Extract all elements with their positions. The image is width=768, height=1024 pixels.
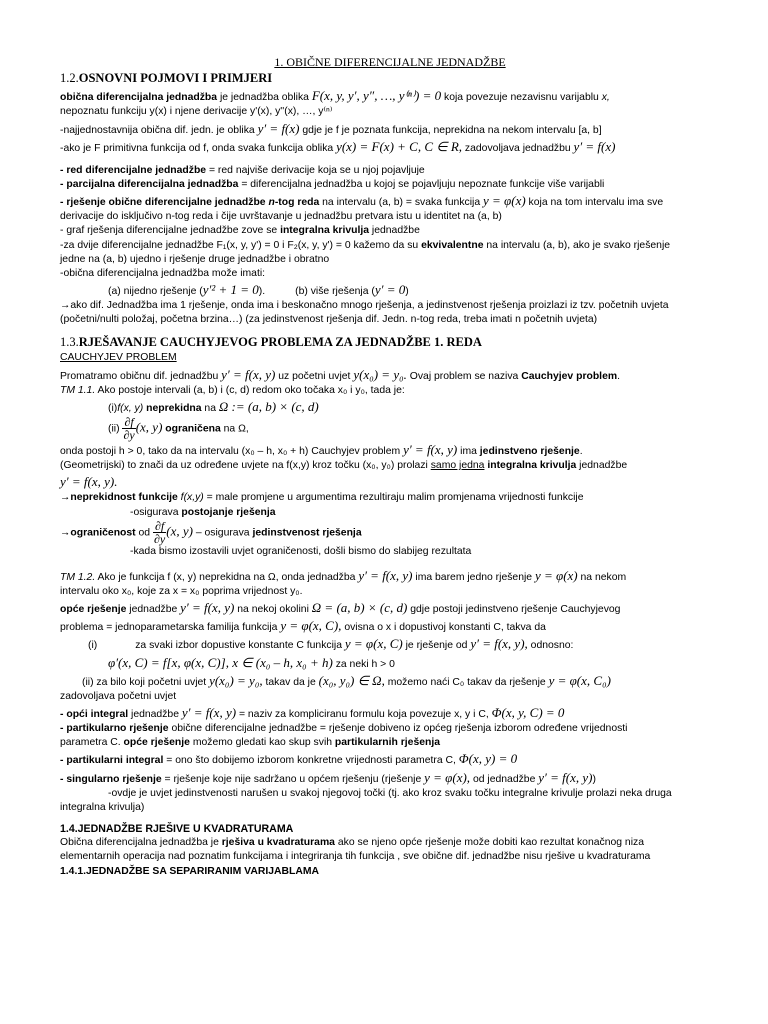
text: jednadžbe <box>128 708 182 720</box>
subsection-title: 1.4.1.JEDNADŽBE SA SEPARIRANIM VARIJABLAMA <box>60 865 320 877</box>
text: = naziv za kompliciranu formulu koja povezuje x, y i C, <box>236 708 492 720</box>
section-number: 1.2. <box>60 71 79 86</box>
text: onda postoji h > 0, tako da na intervalu (x₀ – h, x₀ + h) Cauchyjev problem <box>60 445 404 457</box>
paragraph <box>60 599 720 617</box>
term: ograničena <box>162 423 221 435</box>
paragraph <box>60 178 720 192</box>
paragraph <box>60 138 720 156</box>
term: Cauchyjev problem <box>521 370 618 382</box>
text: = male promjene u argumentima rezultiraju malim promjenama vrijednosti funkcije <box>203 492 584 504</box>
formula: y = φ(x) <box>534 567 578 583</box>
formula: F(x, y, y′, y″, …, y⁽ⁿ⁾) = 0 <box>311 88 442 104</box>
text: Promatramo običnu dif. jednadžbu <box>60 370 222 382</box>
text: na Ω, <box>220 423 249 435</box>
fraction-numerator: ∂f <box>154 518 165 533</box>
paragraph: (početni/nulti položaj, početna brzina…) (za jedinstvenost rješenja dif. Jedn. n-tog reda, treba imati n početnih uvjeta) <box>60 314 598 326</box>
paragraph <box>60 459 720 473</box>
text: -najjednostavnija obična dif. jedn. je oblika <box>60 124 258 136</box>
paragraph: -ovdje je uvjet jedinstvenosti narušen u svakoj njegovoj točki (tj. ako kroz svaku točku integralne krivulje prolazi neka druga <box>108 787 672 799</box>
text: na <box>201 402 219 414</box>
text: . <box>579 445 583 457</box>
term: →neprekidnost funkcije <box>60 492 178 504</box>
text: - graf rješenja diferencijalne jednadžbe zove se <box>60 225 281 237</box>
term: partikularnih rješenja <box>334 737 441 749</box>
text: ako se njeno opće rješenje može dobiti kao rezultat konačnog niza <box>334 837 644 849</box>
document-title: 1. OBIČNE DIFERENCIJALNE JEDNADŽBE <box>274 55 506 69</box>
section-1-2-heading <box>60 70 720 87</box>
paragraph: jedne na (a, b) ujedno i rješenje druge jednadžbe i obratno <box>60 253 330 265</box>
formula: Ω = (a, b) × (c, d) <box>311 600 408 616</box>
term: integralna krivulja <box>484 460 577 472</box>
formula: y = φ(x, C) <box>344 636 403 652</box>
text: . <box>617 370 620 382</box>
paragraph: derivacije do isključivo n-tog reda i čije uvrštavanje u jednadžbu pretvara istu u identitet na (a, b) <box>60 211 502 223</box>
formula: y′ = f(x, y) <box>221 366 276 382</box>
document-page <box>60 54 720 879</box>
text: ) <box>592 773 596 785</box>
term: opće rješenje <box>123 737 190 749</box>
text: je jednadžba oblika <box>217 92 312 104</box>
paragraph <box>60 654 720 672</box>
formula: y = φ(x) <box>483 193 526 209</box>
text: gdje postoji jedinstveno rješenje Cauchyjevog <box>407 604 621 616</box>
formula: y(x₀) = y₀, <box>209 672 263 688</box>
term: - rješenje obične diferencijalne jednadžbe <box>60 197 269 209</box>
term: - singularno rješenje <box>60 773 162 785</box>
text: (b) više rješenja ( <box>295 286 375 297</box>
term: postojanje rješenja <box>181 506 276 518</box>
text: ) <box>405 286 409 297</box>
paragraph <box>60 736 720 750</box>
text: problema = jednoparametarska familija funkcija <box>60 622 281 634</box>
paragraph <box>60 192 720 210</box>
text: takav da je <box>262 676 319 688</box>
text: (Geometrijski) to znači da uz određene uvjete na f(x,y) kroz točku (x₀, y₀) prolazi <box>60 460 431 472</box>
section-title: OSNOVNI POJMOVI I PRIMJERI <box>78 71 273 86</box>
paragraph: -obična diferencijalna jednadžba može imati: <box>60 267 266 279</box>
paragraph <box>60 398 720 416</box>
paragraph <box>60 491 720 505</box>
term: - parcijalna diferencijalna jednadžba <box>60 179 239 191</box>
term: - partikularno rješenje <box>60 723 169 735</box>
formula: y′ = f(x, y) <box>181 704 237 720</box>
text: (i) <box>108 402 118 414</box>
text: gdje je f je poznata funkcija, neprekidna na nekom intervalu [a, b] <box>299 124 602 136</box>
paragraph: integralna krivulja) <box>60 801 145 813</box>
paragraph <box>60 635 720 653</box>
text: f(x, y) <box>117 402 144 414</box>
formula: y = φ(x, C), <box>280 618 342 634</box>
text: na intervalu (a, b) = svaka funkcija <box>319 197 483 209</box>
text: = ono što dobijemo izborom konkretne vrijednosti parametra C, <box>163 755 459 767</box>
fraction-denominator: ∂y <box>123 427 135 442</box>
formula: φ′(x, C) = f[x, φ(x, C)], x ∈ (x₀ – h, x₀ + h) <box>108 654 333 670</box>
term: opće rješenje <box>60 604 127 616</box>
theorem-label: TM 1.1. <box>60 384 96 396</box>
formula: y′ = f(x) <box>257 120 300 136</box>
formula: y′² + 1 = 0 <box>202 282 259 297</box>
formula: y′ = f(x, y), <box>470 636 528 652</box>
text: odnosno: <box>527 640 574 652</box>
term: - opći integral <box>60 708 129 720</box>
text: Obična diferencijalna jednadžba je <box>60 837 222 849</box>
formula: y′ = 0 <box>374 282 406 297</box>
term: -tog reda <box>274 197 320 209</box>
term: jedinstveno rješenje <box>479 445 580 457</box>
text: -ako je F primitivna funkcija od f, onda svaka funkcija oblika <box>60 142 337 154</box>
term: neprekidna <box>143 402 202 414</box>
paragraph <box>60 520 720 545</box>
text: jednadžbe <box>369 225 420 237</box>
paragraph: nepoznatu funkciju y(x) i njene derivacije y'(x), y''(x), …, y⁽ⁿ⁾ <box>60 106 333 118</box>
paragraph <box>60 567 720 585</box>
text: Ovaj problem se naziva <box>406 370 522 382</box>
paragraph <box>60 384 720 398</box>
term: ekvivalentne <box>421 239 484 251</box>
text: jednadžbe <box>126 604 181 616</box>
term: - red diferencijalne jednadžbe <box>60 164 207 176</box>
text: -osigurava <box>130 506 182 518</box>
paragraph <box>60 836 720 850</box>
term: →ograničenost <box>60 526 136 538</box>
text: Ako postoje intervali (a, b) i (c, d) redom oko točaka x₀ i y₀, tada je: <box>95 384 405 396</box>
text: od jednadžbe <box>470 773 539 785</box>
paragraph <box>60 239 720 253</box>
formula: Φ(x, y, C) = 0 <box>491 704 565 720</box>
formula: y′ = f(x) <box>573 138 616 154</box>
text: za svaki izbor dopustive konstante C funkcija <box>135 640 345 652</box>
partial-derivative-fraction <box>153 520 166 545</box>
formula: y′ = f(x, y) <box>538 769 593 785</box>
paragraph <box>60 441 720 459</box>
formula: y′ = f(x, y). <box>60 474 118 490</box>
text: zadovoljava jednadžbu <box>462 142 574 154</box>
text: na intervalu (a, b), ako je svako rješenje <box>483 239 671 251</box>
text: = rješenje koje nije sadržano u općem rješenju (rješenje <box>161 773 425 785</box>
text: (a) nijedno rješenje ( <box>108 286 203 297</box>
text: = diferencijalna jednadžba u kojoj se pojavljuju nepoznate funkcije više varijabli <box>238 179 605 191</box>
paragraph <box>60 769 720 787</box>
section-1-3-heading <box>60 334 720 351</box>
formula: y′ = f(x, y) <box>358 567 413 583</box>
text: -za dvije diferencijalne jednadžbe F₁(x, y, y') = 0 i F₂(x, y, y') = 0 kažemo da su <box>60 239 422 251</box>
fraction-denominator: ∂y <box>153 531 166 546</box>
paragraph <box>60 672 720 690</box>
formula: y = φ(x, C₀) <box>548 672 611 688</box>
section-title: RJEŠAVANJE CAUCHYJEVOG PROBLEMA ZA JEDNADŽBE 1. REDA <box>78 335 482 350</box>
formula: y(x) = F(x) + C, C ∈ R, <box>336 138 463 154</box>
formula: y′ = f(x, y) <box>403 441 458 457</box>
term: - partikularni integral <box>60 755 164 767</box>
term: obična diferencijalna jednadžba <box>60 92 218 104</box>
formula: y = φ(x), <box>424 769 471 785</box>
term: integralna krivulja <box>280 225 370 237</box>
text: na nekom <box>577 571 627 583</box>
text: (ii) <box>108 423 123 435</box>
formula: (x₀, y₀) ∈ Ω, <box>318 672 385 688</box>
text: x, <box>601 92 610 104</box>
paragraph <box>60 704 720 722</box>
text: je rješenje od <box>402 640 471 652</box>
text: možemo gledati kao skup svih <box>189 737 335 749</box>
paragraph <box>60 366 720 384</box>
fraction-numerator: ∂f <box>124 414 134 429</box>
section-1-4-heading: 1.4.JEDNADŽBE RJEŠIVE U KVADRATURAMA <box>60 822 294 835</box>
formula: y(x₀) = y₀. <box>353 366 407 382</box>
partial-derivative-fraction <box>122 416 135 441</box>
paragraph <box>60 164 720 178</box>
paragraph: intervalu oko x₀, koje za x = x₀ poprima vrijednost y₀. <box>60 585 303 597</box>
text: za neki h > 0 <box>332 658 395 670</box>
text: ovisna o x i dopustivoj konstanti C, takva da <box>341 622 546 634</box>
term: n <box>268 197 275 209</box>
paragraph: zadovoljava početni uvjet <box>60 690 177 702</box>
paragraph: -kada bismo izostavili uvjet ograničenosti, došli bismo do slabijeg rezultata <box>130 545 472 557</box>
formula: (x, y) <box>166 522 193 538</box>
text: od <box>135 526 153 538</box>
formula: Ω := (a, b) × (c, d) <box>218 398 319 414</box>
paragraph <box>60 506 720 520</box>
paragraph <box>60 750 720 768</box>
text: (i) <box>88 640 98 652</box>
text: obične diferencijalne jednadžbe = rješenje dobiveno iz općeg rješenja izborom određene vrijednosti <box>168 723 628 735</box>
text: Ako je funkcija f (x, y) neprekidna na Ω, onda jednadžba <box>95 571 359 583</box>
text: ima barem jedno rješenje <box>412 571 535 583</box>
text: koja povezuje nezavisnu varijablu <box>441 92 602 104</box>
text: na nekoj okolini <box>234 604 312 616</box>
formula: (x, y) <box>135 419 163 435</box>
term: jedinstvenost rješenja <box>252 526 362 538</box>
paragraph <box>60 722 720 736</box>
section-number: 1.3. <box>60 335 79 350</box>
text: parametra C. <box>60 737 124 749</box>
paragraph <box>60 281 720 299</box>
formula: Φ(x, y) = 0 <box>458 751 518 767</box>
theorem-label: TM 1.2. <box>60 571 96 583</box>
term: rješiva u kvadraturama <box>221 837 335 849</box>
subsection-title: CAUCHYJEV PROBLEM <box>60 352 177 364</box>
paragraph <box>60 224 720 238</box>
text: f(x,y) <box>177 492 204 504</box>
text: jednadžbe <box>576 460 628 472</box>
text: samo jedna <box>430 460 485 472</box>
paragraph: →ako dif. Jednadžba ima 1 rješenje, onda ima i beskonačno mnogo rješenja, a jedinstvenost rješenja proizlazi iz tzv. početnih uvjeta <box>60 300 669 312</box>
paragraph: elementarnih operacija nad poznatim funkcijama i integriranja tih funkcija , sve obične dif. jednadžbe nisu rješive u kvadraturama <box>60 851 651 863</box>
text: koja na tom intervalu ima sve <box>525 197 664 209</box>
paragraph <box>60 416 720 441</box>
text: ima <box>457 445 480 457</box>
formula: y′ = f(x, y) <box>180 600 235 616</box>
paragraph <box>60 617 720 635</box>
paragraph <box>60 87 720 105</box>
text: = red najviše derivacije koja se u njoj pojavljuje <box>206 164 425 176</box>
text: ). <box>258 286 266 297</box>
text: (ii) za bilo koji početni uvjet <box>82 676 210 688</box>
text: – osigurava <box>192 526 253 538</box>
text: uz početni uvjet <box>275 370 354 382</box>
paragraph <box>60 120 720 138</box>
text: možemo naći C₀ takav da rješenje <box>384 676 549 688</box>
